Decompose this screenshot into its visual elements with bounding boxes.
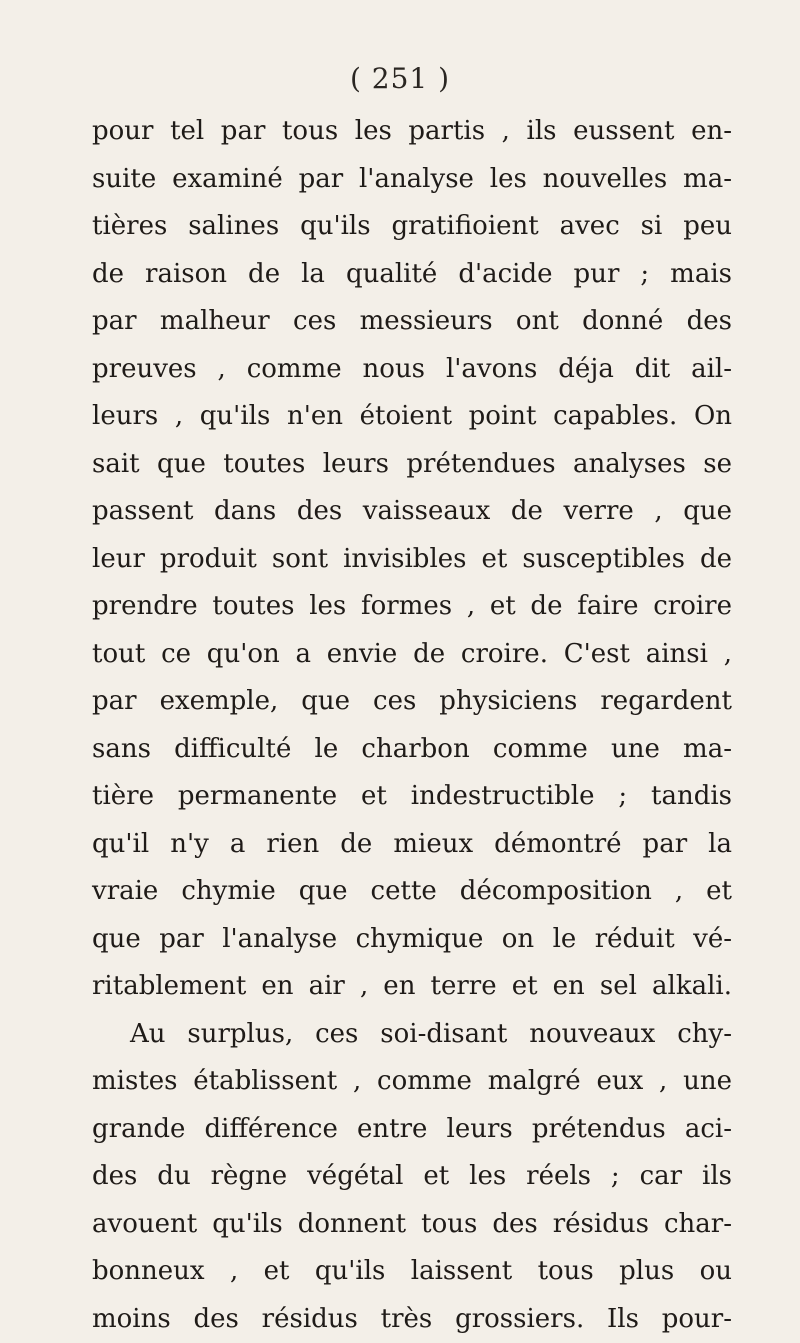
- text-line: leur produit sont invisibles et susceptibles de: [92, 536, 732, 584]
- page-number: ( 251 ): [0, 62, 800, 95]
- text-line: ritablement en air , en terre et en sel alkali.: [92, 963, 732, 1011]
- text-line: que par l'analyse chymique on le réduit vé-: [92, 916, 732, 964]
- body-text: [92, 108, 732, 1343]
- text-line: tout ce qu'on a envie de croire. C'est ainsi ,: [92, 631, 732, 679]
- text-line: par malheur ces messieurs ont donné des: [92, 298, 732, 346]
- text-line: qu'il n'y a rien de mieux démontré par la: [92, 821, 732, 869]
- text-line: sait que toutes leurs prétendues analyses se: [92, 441, 732, 489]
- text-line: des du règne végétal et les réels ; car ils: [92, 1153, 732, 1201]
- text-line: sans difficulté le charbon comme une ma-: [92, 726, 732, 774]
- text-line: pour tel par tous les partis , ils eussent en-: [92, 108, 732, 156]
- text-line: tières salines qu'ils gratifioient avec si peu: [92, 203, 732, 251]
- text-line: bonneux , et qu'ils laissent tous plus ou: [92, 1248, 732, 1296]
- text-line: prendre toutes les formes , et de faire croire: [92, 583, 732, 631]
- text-line: passent dans des vaisseaux de verre , que: [92, 488, 732, 536]
- text-line: leurs , qu'ils n'en étoient point capables. On: [92, 393, 732, 441]
- text-line: suite examiné par l'analyse les nouvelles ma-: [92, 156, 732, 204]
- text-line: grande différence entre leurs prétendus aci-: [92, 1106, 732, 1154]
- text-line: avouent qu'ils donnent tous des résidus char-: [92, 1201, 732, 1249]
- text-line: vraie chymie que cette décomposition , et: [92, 868, 732, 916]
- text-line: de raison de la qualité d'acide pur ; mais: [92, 251, 732, 299]
- text-line: moins des résidus très grossiers. Ils pour-: [92, 1296, 732, 1343]
- text-line: tière permanente et indestructible ; tandis: [92, 773, 732, 821]
- text-line: mistes établissent , comme malgré eux , une: [92, 1058, 732, 1106]
- text-line: preuves , comme nous l'avons déja dit ail-: [92, 346, 732, 394]
- text-line: par exemple, que ces physiciens regardent: [92, 678, 732, 726]
- text-line: Au surplus, ces soi-disant nouveaux chy-: [92, 1011, 732, 1059]
